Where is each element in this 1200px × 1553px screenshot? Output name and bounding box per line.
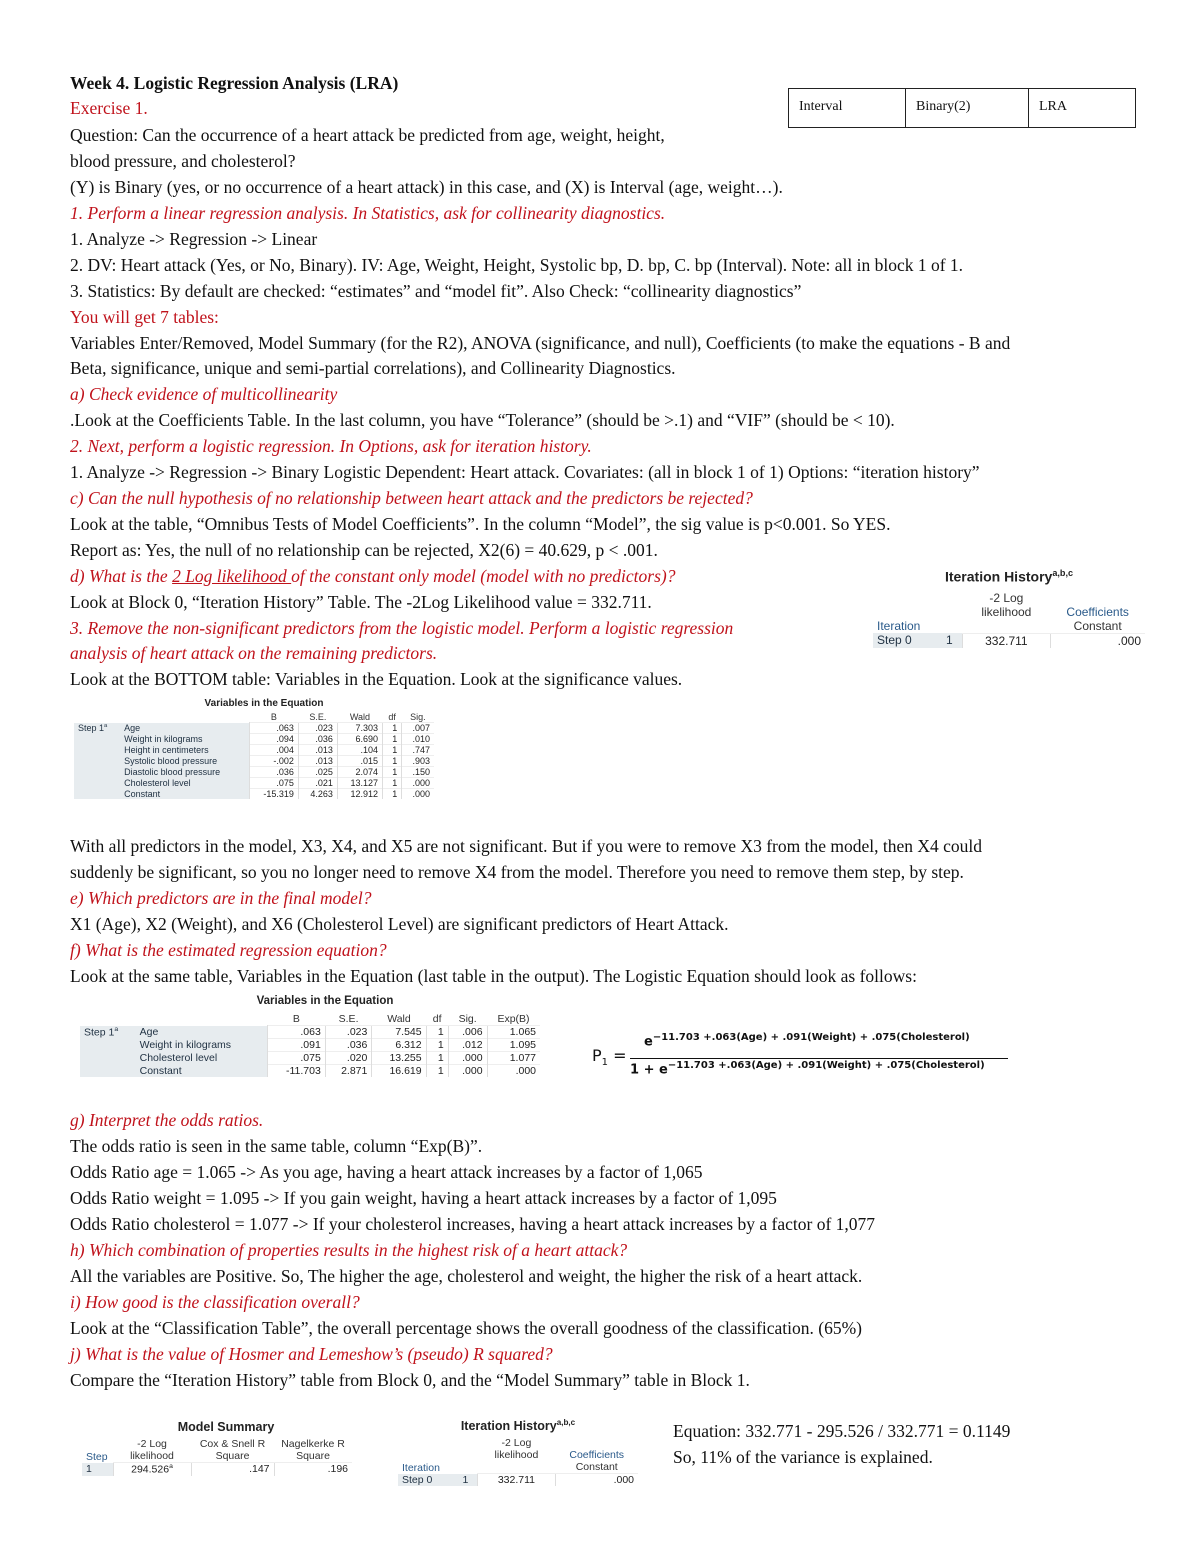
cell-value: .036 (249, 767, 298, 778)
cell-value: 16.619 (372, 1065, 426, 1078)
question-d-link[interactable]: 2 Log likelihood (172, 566, 292, 586)
cell-value: .020 (325, 1052, 372, 1065)
cell-value: .012 (448, 1039, 487, 1052)
cell-value: .075 (267, 1052, 325, 1065)
row-label: Constant (136, 1065, 268, 1078)
vie1-h-df: df (388, 712, 396, 722)
vie2-h-se: S.E. (338, 1013, 359, 1025)
cell-value: 7.303 (337, 723, 382, 734)
tables-list-1: Variables Enter/Removed, Model Summary (for the R2), ANOVA (significance, and null), Coefficients (to make the equations - B and (70, 333, 1011, 353)
answer-f: Look at the same table, Variables in the Equation (last table in the output). The Logistic Equation should look as follows: (70, 966, 917, 986)
step-cell: Step 1$^a$ (80, 1026, 136, 1039)
cell-value: .004 (249, 745, 298, 756)
iteration-history-table-bottom (398, 1418, 638, 1486)
step-cell (80, 1039, 136, 1052)
answer-g: The odds ratio is seen in the same table, column “Exp(B)”. (70, 1136, 483, 1156)
cell-value: 7.545 (372, 1026, 426, 1039)
answer-a: .Look at the Coefficients Table. In the last column, you have “Tolerance” (should be >.1) and “VIF” (should be < 10). (70, 410, 895, 430)
cell-value: 13.127 (337, 778, 382, 789)
answer-3: Look at the BOTTOM table: Variables in the Equation. Look at the significance values. (70, 669, 683, 689)
cell-value: .021 (298, 778, 337, 789)
cell-value: 1 (426, 1026, 448, 1039)
cell-value: 2.871 (325, 1065, 372, 1078)
cell-value: .036 (325, 1039, 372, 1052)
task-1: 1. Perform a linear regression analysis. In Statistics, ask for collinearity diagnostics. (70, 203, 666, 223)
row-label: Cholesterol level (120, 778, 249, 789)
ih2-step: Step 0 (398, 1474, 459, 1487)
row-label: Age (136, 1026, 268, 1039)
ih2-h-ll: -2 Log likelihood (494, 1437, 539, 1462)
cell-value: .000 (448, 1052, 487, 1065)
ih2-const: .000 (555, 1474, 638, 1487)
iteration-step: Step 0 (873, 633, 942, 648)
odds-cholesterol: Odds Ratio cholesterol = 1.077 -> If your cholesterol increases, having a heart attack increases by a factor of 1,077 (70, 1214, 876, 1234)
final-equation: Equation: 332.771 - 295.526 / 332.771 = 0.1149 (673, 1421, 1011, 1441)
row-label: Age (120, 723, 249, 734)
equation-fraction-bar (630, 1058, 1008, 1059)
step-dv: 2. DV: Heart attack (Yes, or No, Binary). IV: Age, Weight, Height, Systolic bp, D. bp, C. bp (Interval). Note: all in block 1 of 1. (70, 255, 964, 275)
question-d-post: of the constant only model (model with no predictors)? (291, 566, 676, 586)
question-h: h) Which combination of properties results in the highest risk of a heart attack? (70, 1240, 628, 1260)
step-cell (74, 789, 120, 800)
type-box-method: LRA (1039, 99, 1067, 114)
ih2-h-coef: Coefficients (569, 1449, 625, 1462)
cell-value: 1.095 (487, 1039, 540, 1052)
cell-value: .036 (298, 734, 337, 745)
question-line-2: blood pressure, and cholesterol? (70, 151, 296, 171)
cell-value: .015 (337, 756, 382, 767)
vie1-h-sig: Sig. (410, 712, 426, 722)
paragraph-1-line-2: suddenly be significant, so you no longer need to remove X4 from the model. Therefore you need to remove them step, by step. (70, 862, 964, 882)
vie2-h-wald: Wald (387, 1013, 411, 1025)
variables-in-equation-final (80, 995, 540, 1077)
step-cell (74, 778, 120, 789)
cell-value: 1 (426, 1065, 448, 1078)
row-label: Diastolic blood pressure (120, 767, 249, 778)
row-label: Height in centimeters (120, 745, 249, 756)
variables-note: (Y) is Binary (yes, or no occurrence of a heart attack) in this case, and (X) is Interval (age, weight…). (70, 177, 783, 197)
table-row (80, 1065, 540, 1078)
vie2-h-sig: Sig. (458, 1013, 477, 1025)
type-box-x: Interval (789, 89, 906, 127)
iteration-history-table-top (873, 568, 1145, 648)
iteration-history-bottom-title: Iteration History$^{a,b,c}$ (460, 1418, 576, 1434)
task-3-line-2: analysis of heart attack on the remaining predictors. (70, 643, 438, 663)
row-label: Weight in kilograms (120, 734, 249, 745)
cell-value: 1.077 (487, 1052, 540, 1065)
answer-j: Compare the “Iteration History” table from Block 0, and the “Model Summary” table in Block 1. (70, 1370, 750, 1390)
col-ll: -2 Log likelihood (981, 590, 1032, 619)
ms-step: 1 (82, 1463, 113, 1476)
cell-value: .007 (402, 723, 434, 734)
page-title: Week 4. Logistic Regression Analysis (LRA) (70, 73, 399, 93)
row-label: Systolic blood pressure (120, 756, 249, 767)
table-row (74, 767, 434, 778)
vie2-title: Variables in the Equation (256, 995, 394, 1007)
cell-value: .075 (249, 778, 298, 789)
row-label: Constant (120, 789, 249, 800)
col-iteration-label: Iteration (877, 619, 921, 634)
cell-value: .091 (267, 1039, 325, 1052)
cell-value: .747 (402, 745, 434, 756)
cell-value: 1 (383, 723, 402, 734)
step-cell (74, 767, 120, 778)
cell-value: 1 (426, 1052, 448, 1065)
cell-value: .010 (402, 734, 434, 745)
answer-c-1: Look at the table, “Omnibus Tests of Model Coefficients”. In the column “Model”, the sig value is p<0.001. So YES. (70, 514, 891, 534)
question-i: i) How good is the classification overall? (70, 1292, 360, 1312)
tables-list-2: Beta, significance, unique and semi-partial correlations), and Collinearity Diagnostics. (70, 358, 676, 378)
cell-value: 1 (383, 734, 402, 745)
equation-numerator: $e^{-11.703 +.063(Age) + .091(Weight) + .075(Cholesterol)}$ (644, 1032, 970, 1050)
cell-value: .000 (448, 1065, 487, 1078)
table-row (74, 723, 434, 734)
cell-value: 2.074 (337, 767, 382, 778)
task-2: 2. Next, perform a logistic regression. In Options, ask for iteration history. (70, 436, 592, 456)
answer-i: Look at the “Classification Table”, the overall percentage shows the overall goodness of the classification. (65%) (70, 1318, 863, 1338)
step-cell (74, 756, 120, 767)
model-summary-table (82, 1420, 352, 1476)
cell-value: .104 (337, 745, 382, 756)
step-cell (74, 745, 120, 756)
cell-value: 1 (383, 789, 402, 800)
cell-value: 1 (383, 778, 402, 789)
ih2-ll: 332.711 (477, 1474, 555, 1487)
step-statistics: 3. Statistics: By default are checked: “estimates” and “model fit”. Also Check: “collinearity diagnostics” (70, 281, 802, 301)
cell-value: .000 (402, 778, 434, 789)
step-footnote-marker: a (114, 1025, 119, 1033)
question-j: j) What is the value of Hosmer and Lemeshow’s (pseudo) R squared? (70, 1344, 553, 1364)
type-box-y: Binary(2) (906, 89, 1029, 127)
iteration-constant-value: .000 (1050, 633, 1145, 648)
question-line-1: Question: Can the occurrence of a heart attack be predicted from age, weight, height, (70, 125, 665, 145)
logistic-equation (592, 1030, 1012, 1086)
cell-value: 6.690 (337, 734, 382, 745)
table-row (74, 778, 434, 789)
col-constant: Constant (1073, 618, 1122, 633)
col-iteration (873, 591, 942, 619)
type-box (788, 88, 1136, 128)
odds-age: Odds Ratio age = 1.065 -> As you age, having a heart attack increases by a factor of 1,065 (70, 1162, 703, 1182)
row-label: Weight in kilograms (136, 1039, 268, 1052)
question-a: a) Check evidence of multicollinearity (70, 384, 338, 404)
ms-h-step: Step (86, 1450, 108, 1463)
iteration-ll-value: 332.711 (962, 633, 1050, 648)
cell-value: .063 (267, 1026, 325, 1039)
row-label: Cholesterol level (136, 1052, 268, 1065)
cell-value: 1 (383, 756, 402, 767)
vie1-title: Variables in the Equation (204, 698, 324, 709)
ms-ll: 294.526$^a$ (113, 1463, 191, 1476)
task-3-line-1: 3. Remove the non-significant predictors from the logistic model. Perform a logistic regression (70, 618, 734, 638)
cell-value: 13.255 (372, 1052, 426, 1065)
cell-value: .094 (249, 734, 298, 745)
table-row (80, 1026, 540, 1039)
cell-value: 1.065 (487, 1026, 540, 1039)
ms-h-cox: Cox & Snell R Square (199, 1438, 266, 1462)
ih2-n: 1 (459, 1474, 478, 1487)
vie2-h-b: B (292, 1013, 300, 1025)
step-footnote-marker: a (104, 723, 108, 729)
tables-heading: You will get 7 tables: (70, 307, 219, 327)
question-d-pre: d) What is the (70, 566, 173, 586)
cell-value: .023 (325, 1026, 372, 1039)
question-f: f) What is the estimated regression equation? (70, 940, 387, 960)
cell-value: .000 (487, 1065, 540, 1078)
cell-value: .006 (448, 1026, 487, 1039)
cell-value: 4.263 (298, 789, 337, 800)
cell-value: .150 (402, 767, 434, 778)
cell-value: 1 (383, 767, 402, 778)
cell-value: .903 (402, 756, 434, 767)
step-cell (80, 1065, 136, 1078)
cell-value: -11.703 (267, 1065, 325, 1078)
ms-cox: .147 (191, 1463, 274, 1476)
paragraph-1-line-1: With all predictors in the model, X3, X4, and X5 are not significant. But if you were to remove X3 from the model, then X4 could (70, 836, 982, 856)
table-row (74, 756, 434, 767)
vie1-h-se: S.E. (309, 712, 327, 722)
cell-value: 1 (383, 745, 402, 756)
variance-explained: So, 11% of the variance is explained. (673, 1447, 933, 1467)
cell-value: -15.319 (249, 789, 298, 800)
vie1-h-wald: Wald (349, 712, 371, 722)
equation-denominator: $1 + e^{-11.703 +.063(Age) + .091(Weight) + .075(Cholesterol)}$ (630, 1060, 985, 1078)
table-row (74, 789, 434, 800)
vie2-h-df: df (432, 1013, 442, 1025)
table-row (74, 745, 434, 756)
step-cell: Step 1$^a$ (74, 723, 120, 734)
table-row (74, 734, 434, 745)
variables-in-equation-full (74, 698, 434, 799)
table-row (80, 1039, 540, 1052)
cell-value: .013 (298, 756, 337, 767)
question-e: e) Which predictors are in the final model? (70, 888, 372, 908)
vie1-h-b: B (270, 712, 277, 722)
ms-h-nag: Nagelkerke R Square (281, 1438, 345, 1462)
iteration-history-title: Iteration History$^{a,b,c}$ (944, 568, 1074, 585)
ms-h-ll: -2 Log likelihood (130, 1438, 174, 1462)
cell-value: 1 (426, 1039, 448, 1052)
question-d (70, 565, 675, 587)
table-row (80, 1052, 540, 1065)
step-analyze: 1. Analyze -> Regression -> Linear (70, 229, 318, 249)
odds-weight: Odds Ratio weight = 1.095 -> If you gain weight, having a heart attack increases by a factor of 1,095 (70, 1188, 777, 1208)
cell-value: .025 (298, 767, 337, 778)
ih2-h-iteration: Iteration (402, 1461, 440, 1474)
cell-value: .000 (402, 789, 434, 800)
cell-value: 6.312 (372, 1039, 426, 1052)
model-summary-title: Model Summary (177, 1420, 275, 1434)
cell-value: 12.912 (337, 789, 382, 800)
cell-value: .023 (298, 723, 337, 734)
iteration-number: 1 (942, 633, 962, 648)
answer-h: All the variables are Positive. So, The higher the age, cholesterol and weight, the higher the risk of a heart attack. (70, 1266, 863, 1286)
question-g: g) Interpret the odds ratios. (70, 1110, 264, 1130)
cell-value: .013 (298, 745, 337, 756)
ih2-h-const: Constant (575, 1461, 618, 1474)
cell-value: -.002 (249, 756, 298, 767)
answer-c-2: Report as: Yes, the null of no relationship can be rejected, X2(6) = 40.629, p < .001. (70, 540, 658, 560)
vie2-h-expb: Exp(B) (497, 1013, 530, 1025)
step-binary-logistic: 1. Analyze -> Regression -> Binary Logistic Dependent: Heart attack. Covariates: (all in block 1 of 1) Options: “iteration history” (70, 462, 980, 482)
question-c: c) Can the null hypothesis of no relationship between heart attack and the predictors be rejected? (70, 488, 753, 508)
answer-e: X1 (Age), X2 (Weight), and X6 (Cholesterol Level) are significant predictors of Heart Attack. (70, 914, 729, 934)
col-coefficients: Coefficients (1066, 604, 1129, 619)
cell-value: .063 (249, 723, 298, 734)
equation-lhs: $P_1$ = (592, 1046, 627, 1069)
step-cell (74, 734, 120, 745)
step-cell (80, 1052, 136, 1065)
exercise-label: Exercise 1. (70, 98, 148, 118)
ms-nag: .196 (274, 1463, 352, 1476)
answer-d: Look at Block 0, “Iteration History” Table. The -2Log Likelihood value = 332.711. (70, 592, 652, 612)
